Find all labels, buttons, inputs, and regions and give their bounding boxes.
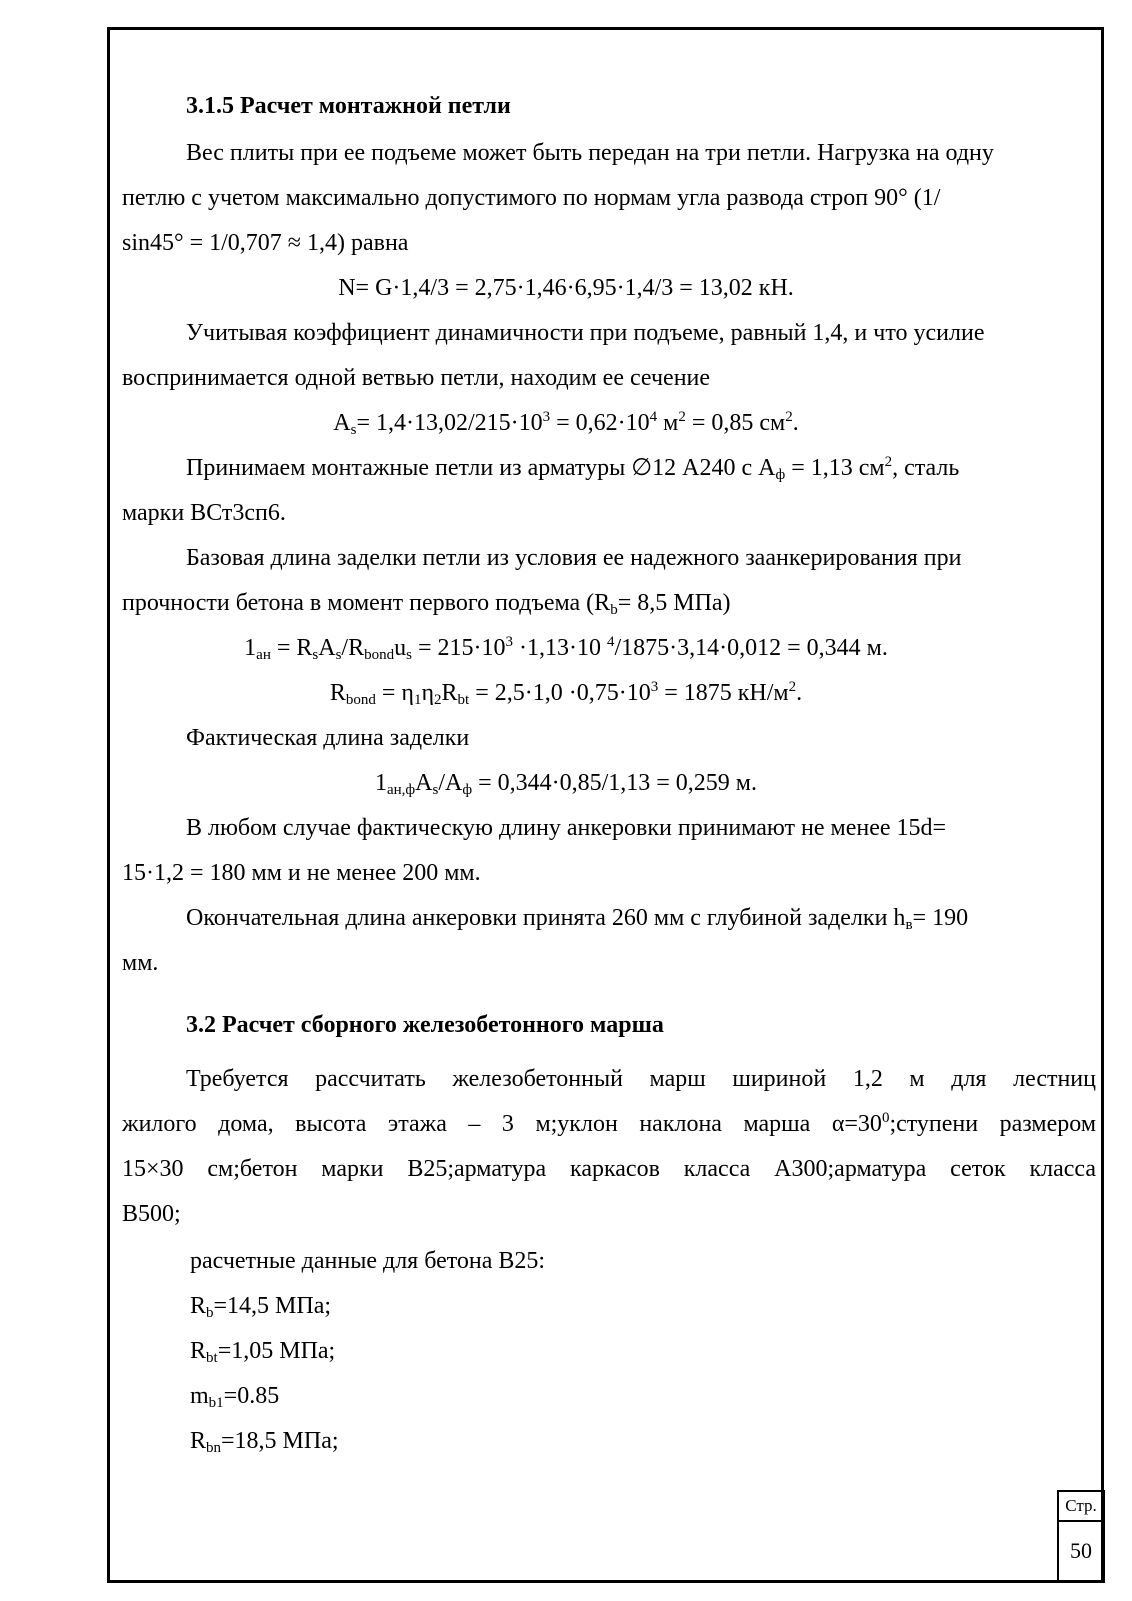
paragraph-line: жилого дома, высота этажа – 3 м;уклон наклона марша $\alpha=30^0;ступени$ размером (122, 1110, 1097, 1137)
paragraph-line: В500; (122, 1201, 181, 1227)
paragraph-line: мм. (122, 950, 159, 976)
paragraph-line: Учитывая коэффициент динамичности при подъеме, равный 1,4, и что усилие (186, 320, 985, 346)
formula: $1_{ан,ф}A_s/A_ф = 0,344\cdot 0,85/1,13 = 0,259$ м. (375, 770, 757, 798)
paragraph-line: 15·1,2 = 180 мм и не менее 200 мм. (122, 860, 481, 886)
data-line: $R_{bn}=18,5$ МПа; (190, 1428, 339, 1456)
page-number: 50 (1057, 1520, 1105, 1583)
formula: $1_{ан} = R_sA_s/R_{bond}u_s = 215\cdot 10^3 \cdot 1,13\cdot 10$ $^4$/1875·3,14·0,012 = 0,344 м. (244, 634, 888, 663)
paragraph-line: Окончательная длина анкеровки принята 260 мм с глубиной заделки $h_в= 190$ (186, 905, 969, 933)
paragraph-line: Принимаем монтажные петли из арматуры ∅12 А240 с $А_ф = 1,13$ $см^2$, сталь (186, 454, 960, 483)
data-line: $R_b=14,5$ МПа; (190, 1293, 332, 1321)
paragraph-line: расчетные данные для бетона В25: (190, 1248, 546, 1274)
paragraph-line: марки ВСт3сп6. (122, 500, 286, 526)
paragraph-line: Базовая длина заделки петли из условия ее надежного заанкерирования при (186, 545, 962, 571)
paragraph-line: Требуется рассчитать железобетонный марш шириной 1,2 м для лестниц (186, 1066, 1096, 1092)
formula: $R_{bond} = \eta_1\eta_2R_{bt} = 2,5\cdot 1,0 \cdot 0,75\cdot 10^3 = 1875$ $кН/м^2$. (329, 679, 803, 708)
page-label: Стр. (1057, 1490, 1105, 1522)
formula: $A_s= 1,4\cdot 13,02/215\cdot 10^3 = 0,62\cdot 10^4$ $м^2 = 0,85$ $см^2$. (333, 409, 799, 438)
formula: N= G·1,4/3 = 2,75·1,46·6,95·1,4/3 = 13,02 кН. (338, 275, 794, 301)
paragraph-line: Вес плиты при ее подъеме может быть передан на три петли. Нагрузка на одну (186, 140, 994, 166)
data-line: $R_{bt}=1,05$ МПа; (190, 1338, 336, 1366)
paragraph-line: воспринимается одной ветвью петли, находим ее сечение (122, 365, 711, 391)
section-heading: 3.2 Расчет сборного железобетонного марша (186, 1012, 664, 1038)
data-line: $m_{b1}=0.85$ (190, 1383, 280, 1411)
paragraph-line: прочности бетона в момент первого подъема ($R_b= 8,5$ МПа) (122, 590, 731, 618)
paragraph-line: петлю с учетом максимально допустимого по нормам угла развода строп 90° (1/ (122, 185, 941, 211)
paragraph-line: 15×30 см;бетон марки В25;арматура каркасов класса А300;арматура сеток класса (122, 1156, 1096, 1182)
paragraph-line: В любом случае фактическую длину анкеровки принимают не менее 15d= (186, 815, 947, 841)
paragraph-line: Фактическая длина заделки (186, 725, 470, 751)
paragraph-line: sin45° = 1/0,707 ≈ 1,4) равна (122, 230, 409, 256)
section-heading: 3.1.5 Расчет монтажной петли (186, 93, 511, 119)
